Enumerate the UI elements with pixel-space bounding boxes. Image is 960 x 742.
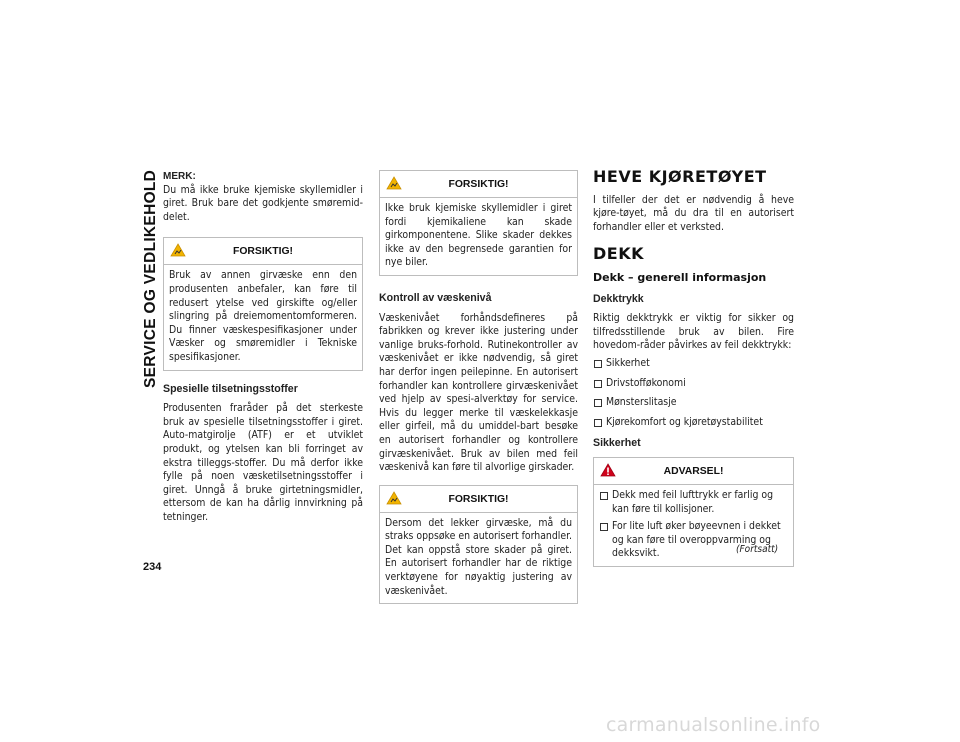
section-side-tab: SERVICE OG VEDLIKEHOLD — [142, 170, 159, 389]
column-1 — [163, 170, 363, 524]
caution-title: FORSIKTIG! — [448, 179, 509, 190]
subheading-safety: Sikkerhet — [593, 437, 641, 450]
caution-title: FORSIKTIG! — [232, 246, 294, 258]
heading-tires: DEKK — [593, 244, 645, 264]
caution-text: Dersom det lekker girvæske, må du straks oppsøke en autorisert forhandler. Det kan oppstå store skader på giret. En autorisert forhandler har de riktige verktøyene for nøyaktig justering av væskenivået. — [385, 516, 572, 597]
caution-header — [164, 238, 362, 265]
paragraph-additives: Produsenten fraråder på det sterkeste bruk av spesielle tilsetningsstoffer i giret. Auto-matgirolje (ATF) er et utviklet produkt, og ytelsen kan bli forringet av ekstra tilleggs-stoffer. Du må derfor ikke fylle på noen væsketilsetningsstoffer i giret. Unngå å bruke girtetningsmidler, ettersom de kan ha dårlig innvirkning på tetninger. — [163, 402, 363, 523]
note-label: MERK: — [163, 171, 196, 182]
paragraph-tire-pressure: Riktig dekktrykk er viktig for sikker og tilfredsstillende bruk av bilen. Fire hovedom-råder påvirkes av feil dekktrykk: — [593, 312, 794, 352]
subheading-additives: Spesielle tilsetningsstoffer — [163, 382, 298, 395]
tire-pressure-list — [593, 357, 794, 429]
column-2 — [379, 170, 578, 604]
caution-title: FORSIKTIG! — [448, 493, 509, 505]
caution-header — [380, 171, 577, 198]
page-number: 234 — [143, 561, 162, 573]
subheading-tire-pressure: Dekktrykk — [593, 292, 644, 305]
caution-text: Ikke bruk kjemiske skyllemidler i giret fordi kjemikaliene kan skade girkomponentene. Slike skader dekkes ikke av den begrensede garantien for nye biler. — [385, 202, 572, 269]
caution-box — [379, 170, 578, 276]
list-item: Kjørekomfort og kjøretøystabilitet — [593, 416, 794, 430]
paragraph-fluid-level: Væskenivået forhåndsdefineres på fabrikken og krever ikke justering under vanlige bruks-forhold. Rutinekontroller av væskenivået er ikke nødvendig, så giret har derfor ingen peilepinne. En autorisert forhandler kan kontrollere girvæskenivået ved hjelp av spesi-alverktøy for service. Hvis du legger merke til væskelekkasje eller girfeil, må du umiddel-bart besøke en autorisert forhandler og kontrollere girvæskenivået. Bruk av bilen med feil væskenivå kan føre til alvorlige girskader. — [379, 311, 578, 474]
list-item: For lite luft øker bøyeevnen i dekket og kan føre til overoppvarming og dekksvikt. — [599, 520, 788, 561]
column-3 — [593, 167, 794, 567]
caution-box — [163, 237, 363, 370]
heading-tires-general: Dekk – generell informasjon — [593, 270, 767, 284]
warning-header — [594, 458, 793, 485]
paragraph-lifting: I tilfeller der det er nødvendig å heve kjøre-tøyet, må du dra til en autorisert forhandler eller et verksted. — [593, 193, 794, 233]
list-item: Sikkerhet — [593, 357, 794, 371]
heading-lifting-vehicle: HEVE KJØRETØYET — [593, 167, 767, 186]
list-item: Dekk med feil lufttrykk er farlig og kan føre til kollisjoner. — [599, 489, 788, 516]
caution-header — [380, 486, 577, 513]
subheading-fluid-level: Kontroll av væskenivå — [379, 291, 492, 304]
list-item: Mønsterslitasje — [593, 396, 794, 410]
continued-note: (Fortsatt) — [736, 544, 779, 555]
note-text: Du må ikke bruke kjemiske skyllemidler i giret. Bruk bare det godkjente smøremid-delet. — [163, 183, 363, 223]
caution-text: Bruk av annen girvæske enn den produsenten anbefaler, kan føre til redusert ytelse ved girskifte og/eller slingring på dreiemomentomformeren. Du finner væskespesifikasjoner under Væsker og smøremidler i Tekniske spesifikasjoner. — [169, 269, 357, 363]
warning-title: ADVARSEL! — [663, 465, 724, 477]
list-item: Drivstofføkonomi — [593, 377, 794, 391]
watermark: carmanualsonline.info — [606, 714, 821, 736]
caution-box — [379, 485, 578, 605]
